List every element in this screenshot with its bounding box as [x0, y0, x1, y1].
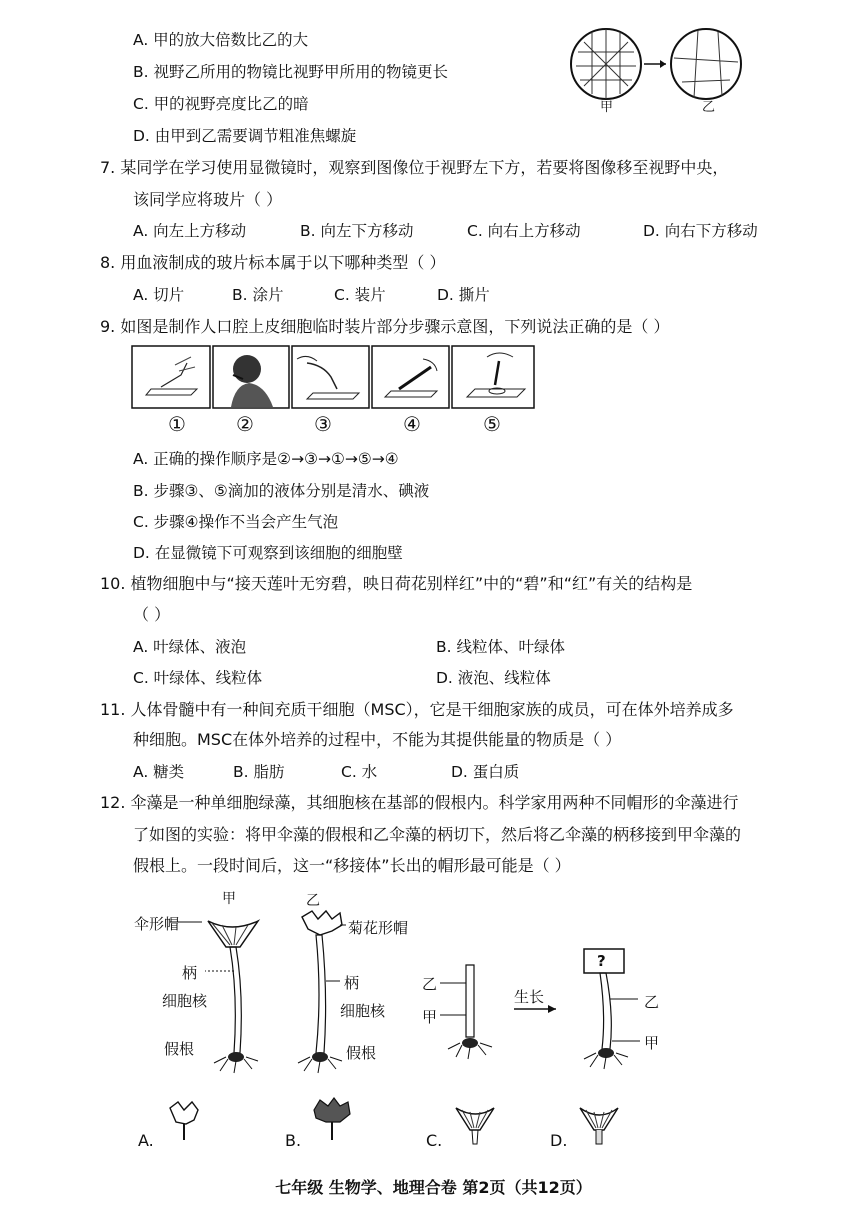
q11-option-b: B. 脂肪 [233, 763, 285, 781]
q12-stem-cont2: 假根上。一段时间后，这一“移接体”长出的帽形最可能是（ ） [133, 856, 571, 875]
label-yi-top: 乙 [306, 893, 320, 909]
page-footer: 七年级 生物学、地理合卷 第2页（共12页） [275, 1178, 592, 1197]
cap-choice-a-icon [164, 1098, 204, 1142]
q6-option-a: A. 甲的放大倍数比乙的大 [133, 31, 309, 49]
q8-option-a: A. 切片 [133, 286, 185, 304]
q10-stem-cont: （ ） [133, 605, 171, 624]
q7-option-c: C. 向右上方移动 [467, 222, 581, 240]
label-graft-jia: 甲 [422, 1008, 438, 1026]
q9-option-d: D. 在显微镜下可观察到该细胞的细胞壁 [133, 544, 403, 562]
q12-stem-cont1: 了如图的实验：将甲伞藻的假根和乙伞藻的柄切下，然后将乙伞藻的柄移接到甲伞藻的 [133, 825, 742, 844]
q8-option-b: B. 涂片 [232, 286, 284, 304]
q11-option-d: D. 蛋白质 [451, 763, 520, 781]
step-label-4: ④ [403, 412, 421, 436]
step-label-5: ⑤ [483, 412, 501, 436]
q8-stem: 8. 用血液制成的玻片标本属于以下哪种类型（ ） [100, 253, 446, 272]
q7-option-d: D. 向右下方移动 [643, 222, 758, 240]
label-rhizoid-jia: 假根 [164, 1040, 195, 1058]
answer-label-a: A. [138, 1131, 154, 1150]
label-result-yi: 乙 [644, 993, 660, 1011]
q7-option-a: A. 向左上方移动 [133, 222, 247, 240]
q8-option-d: D. 撕片 [437, 286, 490, 304]
q11-stem: 11. 人体骨髓中有一种间充质干细胞（MSC），它是干细胞家族的成员，可在体外培养成多 [100, 700, 734, 719]
cap-choice-b-icon [310, 1096, 354, 1142]
step-label-2: ② [236, 412, 254, 436]
step-label-3: ③ [314, 412, 332, 436]
answer-label-b: B. [285, 1131, 302, 1150]
figure-label-jia: 甲 [600, 100, 614, 115]
q9-option-c: C. 步骤④操作不当会产生气泡 [133, 513, 339, 531]
label-chrysanthemum-cap: 菊花形帽 [348, 919, 409, 937]
q8-option-c: C. 装片 [334, 286, 386, 304]
q10-option-d: D. 液泡、线粒体 [436, 669, 551, 687]
q7-stem: 7. 某同学在学习使用显微镜时，观察到图像位于视野左下方，若要将图像移至视野中央， [100, 158, 729, 177]
answer-label-d: D. [550, 1131, 568, 1150]
label-jia-top: 甲 [222, 891, 236, 907]
microscope-fields-figure [570, 22, 750, 122]
q10-option-a: A. 叶绿体、液泡 [133, 638, 247, 656]
label-umbrella-cap: 伞形帽 [134, 915, 180, 933]
step-label-1: ① [168, 412, 186, 436]
q10-option-b: B. 线粒体、叶绿体 [436, 638, 565, 656]
label-stalk-jia: 柄 [182, 964, 198, 982]
label-nucleus-yi: 细胞核 [340, 1002, 386, 1020]
label-rhizoid-yi: 假根 [346, 1044, 377, 1062]
q11-option-a: A. 糖类 [133, 763, 185, 781]
label-stalk-yi: 柄 [344, 974, 360, 992]
label-grow: 生长 [514, 988, 545, 1006]
label-question-mark: ? [597, 952, 606, 970]
q11-stem-cont: 种细胞。MSC在体外培养的过程中，不能为其提供能量的物质是（ ） [133, 730, 622, 749]
q9-option-a: A. 正确的操作顺序是②→③→①→⑤→④ [133, 450, 399, 468]
q6-option-c: C. 甲的视野亮度比乙的暗 [133, 95, 309, 113]
q7-option-b: B. 向左下方移动 [300, 222, 414, 240]
q6-option-d: D. 由甲到乙需要调节粗准焦螺旋 [133, 127, 357, 145]
label-graft-yi: 乙 [422, 975, 438, 993]
q6-option-b: B. 视野乙所用的物镜比视野甲所用的物镜更长 [133, 63, 448, 81]
q10-stem: 10. 植物细胞中与“接天莲叶无穷碧，映日荷花别样红”中的“碧”和“红”有关的结构是 [100, 574, 693, 593]
q10-option-c: C. 叶绿体、线粒体 [133, 669, 263, 687]
figure-label-yi: 乙 [702, 100, 716, 115]
q9-stem: 9. 如图是制作人口腔上皮细胞临时装片部分步骤示意图，下列说法正确的是（ ） [100, 317, 670, 336]
q7-stem-cont: 该同学应将玻片（ ） [133, 190, 283, 209]
cap-choice-d-icon [576, 1100, 622, 1146]
cap-choice-c-icon [452, 1100, 498, 1146]
q12-stem: 12. 伞藻是一种单细胞绿藻，其细胞核在基部的假根内。科学家用两种不同帽形的伞藻进行 [100, 793, 739, 812]
q9-option-b: B. 步骤③、⑤滴加的液体分别是清水、碘液 [133, 482, 430, 500]
q11-option-c: C. 水 [341, 763, 378, 781]
label-nucleus-jia: 细胞核 [162, 992, 208, 1010]
slide-preparation-steps-figure [131, 345, 536, 410]
label-result-jia: 甲 [644, 1034, 660, 1052]
answer-label-c: C. [426, 1131, 443, 1150]
